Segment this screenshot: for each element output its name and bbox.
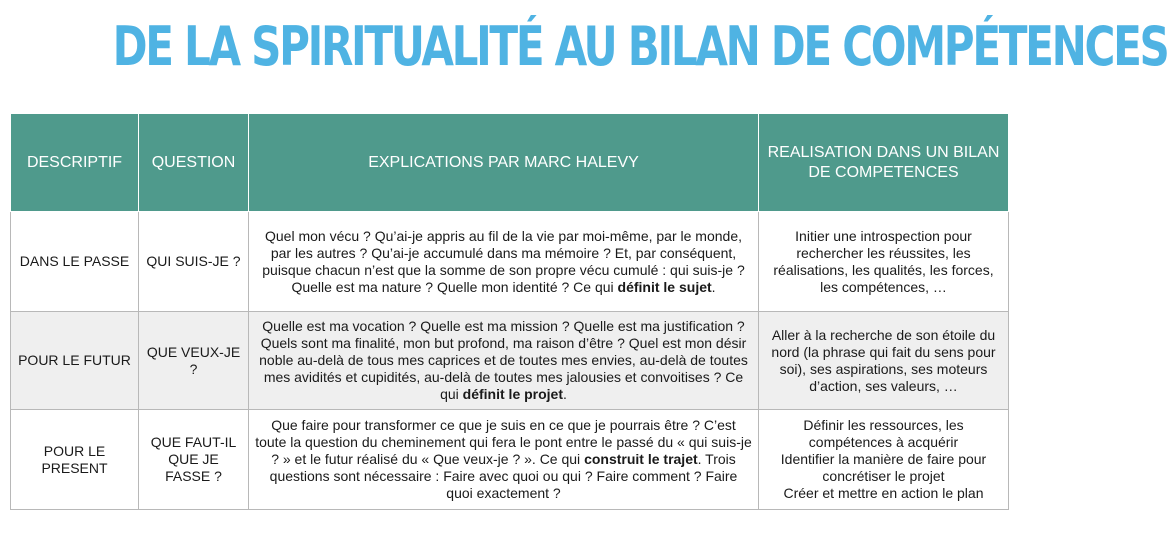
cell-realisation: Initier une introspection pour rechercher les réussites, les réalisations, les qualités, les forces, les compétences, … — [759, 212, 1009, 312]
header-question: QUESTION — [139, 114, 249, 212]
table-row — [11, 312, 1009, 410]
realisation-line: Définir les ressources, les compétences à acquérir — [803, 417, 964, 450]
competences-table — [10, 113, 1009, 510]
header-descriptif: DESCRIPTIF — [11, 114, 139, 212]
explication-bold: construit le trajet — [584, 451, 698, 467]
explication-end: . Trois questions sont nécessaire : Faire avec quoi ou qui ? Faire comment ? Faire quoi exactement ? — [269, 451, 738, 501]
table-row — [11, 212, 1009, 312]
cell-realisation: Aller à la recherche de son étoile du nord (la phrase qui fait du sens pour soi), ses aspirations, ses moteurs d’action, ses valeurs, … — [759, 312, 1009, 410]
cell-question: QUE FAUT-IL QUE JE FASSE ? — [139, 410, 249, 510]
realisation-line: Identifier la manière de faire pour concrétiser le projet — [780, 451, 987, 484]
explication-bold: définit le sujet — [617, 278, 712, 295]
explication-text: Quelle est ma vocation ? Quelle est ma mission ? Quelle est ma justification ? Quels sont ma finalité, mon but profond, ma raison d’être ? Quel est mon désir noble au-delà de tous mes caprices et de toutes mes envies, au-delà de toutes mes avidités et cupidités, au-delà de toutes mes jalousies et convoitises ? Ce qui — [259, 318, 748, 402]
cell-question: QUI SUIS-JE ? — [139, 212, 249, 312]
cell-explication — [249, 312, 759, 410]
explication-text: Quel mon vécu ? Qu’ai-je appris au fil de la vie par moi-même, par le monde, par les autres ? Qu’ai-je accumulé dans ma mémoire ? Et, par conséquent, puisque chacun n’est que la somme de son propre vécu cumulé : qui suis-je ? Quelle est ma nature ? Quelle mon identité ? Ce qui — [262, 227, 745, 295]
cell-descriptif: POUR LE PRESENT — [11, 410, 139, 510]
page-title: DE LA SPIRITUALITÉ AU BILAN DE COMPÉTENCES — [112, 15, 1168, 78]
table-row — [11, 410, 1009, 510]
explication-end: . — [563, 386, 567, 402]
cell-realisation — [759, 410, 1009, 510]
explication-bold: définit le projet — [462, 386, 564, 402]
header-realisation: REALISATION DANS UN BILAN DE COMPETENCES — [759, 114, 1009, 212]
cell-descriptif: DANS LE PASSE — [11, 212, 139, 312]
cell-question: QUE VEUX-JE ? — [139, 312, 249, 410]
realisation-line: Créer et mettre en action le plan — [783, 485, 984, 501]
cell-explication — [249, 212, 759, 312]
explication-text: Que faire pour transformer ce que je suis en ce que je pourrais être ? C’est toute la question du cheminement qui fera le pont entre le passé du « qui suis-je ? » et le futur réalisé du « Que veux-je ? ». Ce qui — [255, 417, 752, 467]
cell-descriptif: POUR LE FUTUR — [11, 312, 139, 410]
header-explications: EXPLICATIONS PAR MARC HALEVY — [249, 114, 759, 212]
cell-explication — [249, 410, 759, 510]
explication-end: . — [711, 278, 716, 295]
table-header-row — [11, 114, 1009, 212]
